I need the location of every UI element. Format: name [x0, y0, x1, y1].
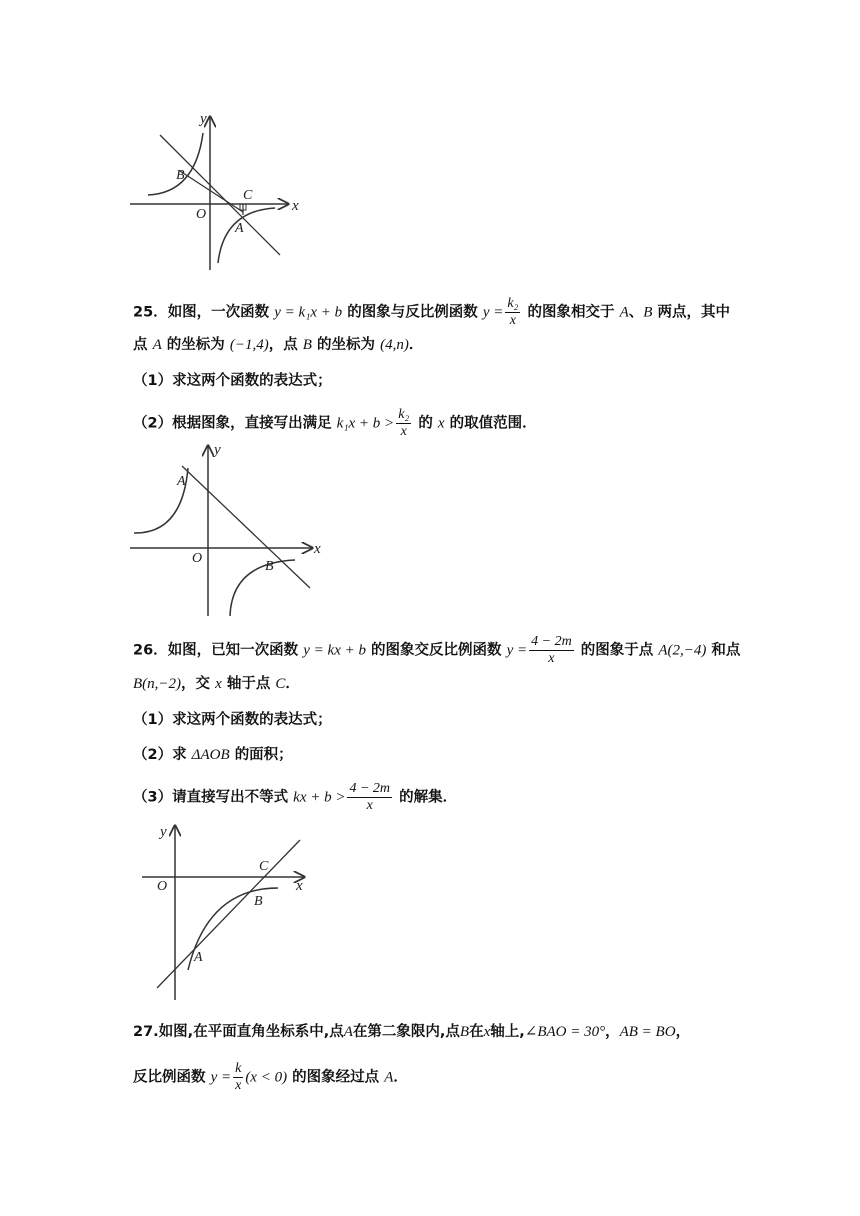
q26-linear-equation: y = kx + b — [303, 642, 366, 659]
q27-number: 27. — [133, 1024, 159, 1040]
q25-sub-1: （1）求这两个函数的表达式； — [133, 373, 332, 389]
figure-2 — [120, 438, 340, 623]
y-axis-label: y — [200, 111, 207, 127]
q25-line-1: 25．如图，一次函数 y = k₁x + b 的图象与反比例函数 y = $\frac{\text{k₂}}{x}$ 的图象相交于 A、B 两点，其中 — [133, 296, 730, 328]
point-b-label: B — [265, 559, 274, 574]
origin-label: O — [192, 551, 203, 566]
point-a-label: A — [194, 950, 203, 965]
y-axis-label: y — [160, 824, 167, 840]
q26-point-b: B(n,−2) — [133, 676, 182, 692]
x-axis-label: x — [314, 541, 321, 557]
line-ab — [182, 466, 310, 588]
point-c-label: C — [259, 859, 269, 874]
point-b-label: B — [254, 894, 263, 909]
q26-number: 26． — [133, 642, 168, 659]
q25-fraction: $\frac{\text{k₂}}{x}$ — [507, 296, 519, 328]
hyperbola-branch-lower — [218, 208, 275, 263]
origin-label: O — [157, 879, 168, 894]
q25-line-2: 点 A 的坐标为 (−1,4)，点 B 的坐标为 (4,n)． — [133, 337, 424, 353]
q25-sub2-fraction: $\frac{\text{k₂}}{x}$ — [398, 407, 410, 439]
q25-coord-a: (−1,4) — [229, 337, 269, 353]
y-axis-label: y — [214, 442, 221, 458]
point-a-label: A — [235, 221, 244, 236]
q26-sub-2: （2）求 ΔAOB 的面积； — [133, 747, 293, 763]
figure-3 — [130, 820, 320, 1005]
line-ab — [160, 135, 280, 255]
figure-1 — [120, 105, 320, 275]
q26-sub-1: （1）求这两个函数的表达式； — [133, 712, 332, 728]
q25-linear-equation: y = k₁x + b — [274, 304, 343, 321]
line-ac — [157, 840, 300, 988]
q26-fraction: $\frac{4 - 2m}{x}$ — [531, 634, 572, 666]
origin-label: O — [196, 207, 207, 222]
q27-equality: AB = BO — [619, 1024, 676, 1040]
q27-angle: ∠BAO = 30° — [524, 1024, 606, 1040]
q26-point-a: A(2,−4) — [658, 642, 707, 659]
q26-sub3-fraction: $\frac{4 - 2m}{x}$ — [349, 781, 391, 813]
point-c-label: C — [243, 188, 253, 203]
x-axis-label: x — [296, 878, 303, 894]
segment-bc — [180, 171, 243, 212]
q25-sub-2: （2）根据图象，直接写出满足 k₁x + b > $\frac{\text{k₂}}{x}$ 的 x 的取值范围． — [133, 407, 537, 439]
point-b-label: B — [176, 168, 185, 183]
q25-coord-b: (4,n) — [380, 337, 409, 353]
hyperbola-branch-upper — [148, 133, 203, 195]
x-axis-label: x — [292, 198, 299, 214]
q27-line-2: 反比例函数 y = $\frac{k}{x}$ (x < 0) 的图象经过点 A． — [133, 1061, 408, 1093]
q27-fraction: $\frac{k}{x}$ — [235, 1061, 242, 1093]
q25-number: 25． — [133, 304, 168, 321]
q26-line-1: 26．如图，已知一次函数 y = kx + b 的图象交反比例函数 y = $\frac{4 - 2m}{x}$ 的图象于点 A(2,−4) 和点 — [133, 634, 741, 666]
q26-line-2: B(n,−2)，交 x 轴于点 C． — [133, 676, 300, 692]
hyperbola-branch-lower — [230, 560, 295, 616]
point-a-label: A — [177, 474, 186, 489]
q27-line-1: 27.如图,在平面直角坐标系中,点A在第二象限内,点B在x轴上,∠BAO = 30°，AB = BO， — [133, 1024, 691, 1040]
q26-sub-3: （3）请直接写出不等式 kx + b > $\frac{4 - 2m}{x}$ 的解集． — [133, 781, 458, 813]
